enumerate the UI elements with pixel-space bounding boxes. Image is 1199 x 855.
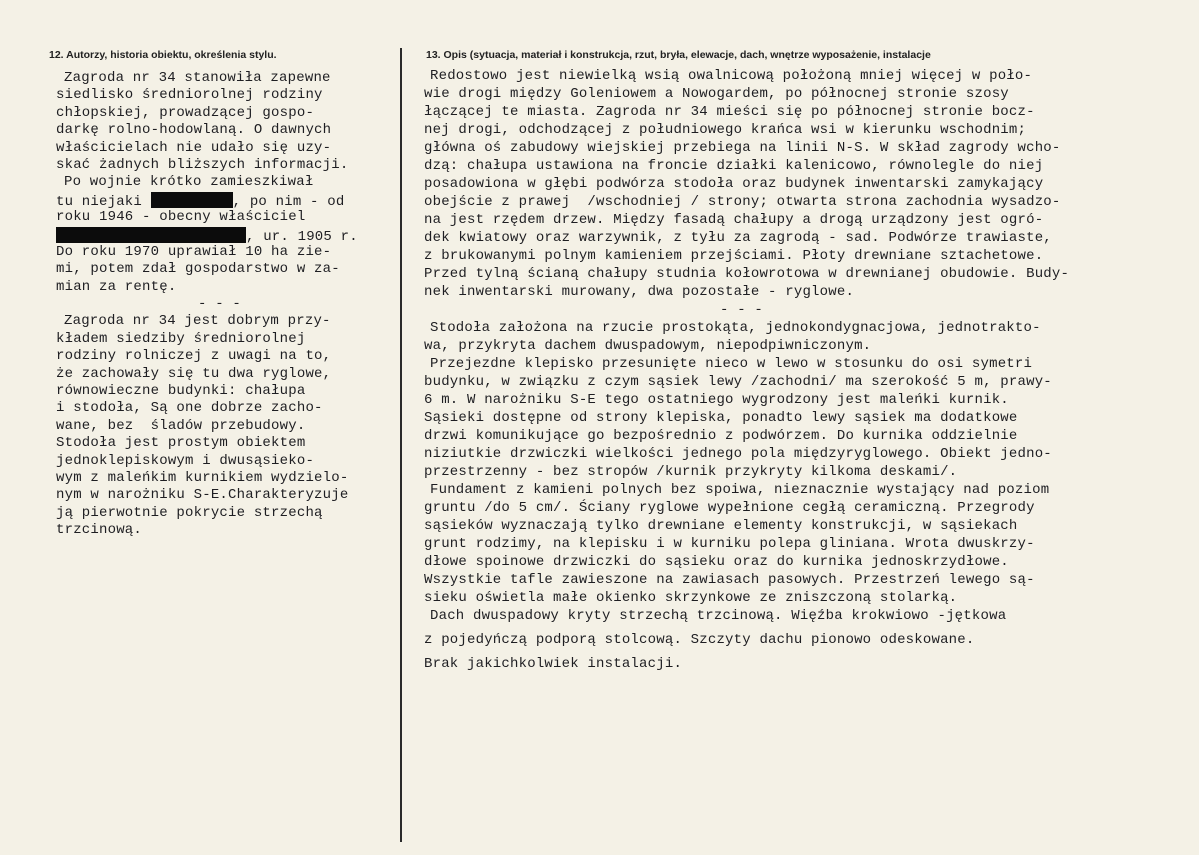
description-line: nek inwentarski murowany, dwa pozostałe - ryglowe. [424, 284, 855, 300]
description-line: Sąsieki dostępne od strony klepiska, ponadto lewy sąsiek ma dodatkowe [424, 410, 1018, 426]
history-line: właścicielach nie udało się uzy- [56, 139, 332, 156]
description-line: wa, przykryta dachem dwuspadowym, niepodpiwniczonym. [424, 338, 872, 354]
history-line: jednoklepiskowym i dwusąsieko- [56, 452, 315, 469]
history-text: , ur. 1905 r. [246, 228, 358, 245]
description-line: gruntu /do 5 cm/. Ściany ryglowe wypełnione cegłą ceramiczną. Przegrody [424, 500, 1035, 516]
description-line: drzwi komunikujące go bezpośrednio z podwórzem. Do kurnika oddzielnie [424, 428, 1018, 444]
history-line: ją pierwotnie pokrycie strzechą [56, 504, 323, 521]
description-line: Dach dwuspadowy kryty strzechą trzcinową. Więźba krokwiowo -jętkowa [430, 608, 1007, 624]
description-line: posadowiona w głębi podwórza stodoła oraz budynek inwentarski zamykający [424, 176, 1044, 192]
section-separator: - - - [720, 302, 764, 318]
history-line: siedlisko średniorolnej rodziny [56, 87, 323, 104]
description-line: sieku oświetla małe okienko skrzynkowe ze zniszczoną stolarką. [424, 590, 958, 606]
history-line: Do roku 1970 uprawiał 10 ha zie- [56, 243, 332, 260]
description-line: grunt rodzimy, na klepisku i w kurniku polepa gliniana. Wrota dwuskrzy- [424, 536, 1035, 552]
redacted-name-block [151, 192, 233, 208]
history-line: Po wojnie krótko zamieszkiwał [64, 174, 314, 191]
history-line: mian za rentę. [56, 278, 177, 295]
description-line: główna oś zabudowy wiejskiej przebiega na linii N-S. W skład zagrody wcho- [424, 140, 1061, 156]
description-line: nej drogi, odchodzącej z południowego krańca wsi w kierunku wschodnim; [424, 122, 1027, 138]
history-line: że zachowały się tu dwa ryglowe, [56, 365, 332, 382]
history-line: Zagroda nr 34 jest dobrym przy- [64, 313, 331, 330]
description-line: sąsieków wyznaczają tylko drewniane elementy konstrukcji, w sąsiekach [424, 518, 1018, 534]
history-text: tu niejaki [56, 193, 143, 210]
description-line: wie drogi między Goleniowem a Nowogardem, po północnej stronie szosy [424, 86, 1009, 102]
description-line: budynku, w związku z czym sąsiek lewy /zachodni/ ma szerokość 5 m, prawy- [424, 374, 1052, 390]
history-line: roku 1946 - obecny właściciel [56, 209, 306, 226]
description-line: z brukowanymi polnym kamieniem przejściami. Płoty drewniane sztachetowe. [424, 248, 1044, 264]
history-line: Stodoła jest prostym obiektem [56, 435, 306, 452]
history-line: chłopskiej, prowadzącej gospo- [56, 104, 315, 121]
description-line: dłowe spoinowe drzwiczki do sąsieku oraz do kurnika jednoskrzydłowe. [424, 554, 1009, 570]
description-column [424, 67, 1184, 673]
history-line: wane, bez śladów przebudowy. [56, 417, 306, 434]
redacted-name-block [56, 227, 246, 243]
description-line: Stodoła założona na rzucie prostokąta, jednokondygnacjowa, jednotrakto- [430, 320, 1041, 336]
history-line [56, 192, 402, 209]
section-12-header: 12. Autorzy, historia obiektu, określenia stylu. [49, 49, 277, 61]
history-line: nym w narożniku S-E.Charakteryzuje [56, 487, 349, 504]
description-line: dek kwiatowy oraz warzywnik, z tyłu za zagrodą - sad. Podwórze trawiaste, [424, 230, 1052, 246]
description-line: na jest rzędem drzew. Między fasadą chałupy a drogą urządzony jest ogró- [424, 212, 1044, 228]
description-line: Przed tylną ścianą chałupy studnia kołowrotowa w drewnianej obudowie. Budy- [424, 266, 1070, 282]
description-line: Wszystkie tafle zawieszone na zawiasach pasowych. Przestrzeń lewego są- [424, 572, 1035, 588]
description-line: Brak jakichkolwiek instalacji. [424, 656, 683, 672]
history-line [56, 227, 402, 244]
description-line: Fundament z kamieni polnych bez spoiwa, nieznacznie wystający nad poziom [430, 482, 1050, 498]
description-line: niziutkie drzwiczki wielkości jednego pola międzyryglowego. Obiekt jedno- [424, 446, 1052, 462]
description-line: przestrzenny - bez stropów /kurnik przykryty kilkoma deskami/. [424, 464, 958, 480]
description-line: 6 m. W narożniku S-E tego ostatniego wygrodzony jest maleńki kurnik. [424, 392, 1009, 408]
history-line: Zagroda nr 34 stanowiła zapewne [64, 70, 331, 86]
history-line: równowieczne budynki: chałupa [56, 383, 306, 400]
history-line: kładem siedziby średniorolnej [56, 330, 306, 347]
description-line: łączącej te miasta. Zagroda nr 34 mieści się po północnej stronie bocz- [424, 104, 1035, 120]
history-line: rodziny rolniczej z uwagi na to, [56, 348, 332, 365]
history-line: mi, potem zdał gospodarstwo w za- [56, 261, 340, 278]
history-line: skać żadnych bliższych informacji. [56, 156, 349, 173]
description-line: obejście z prawej /wschodniej / strony; otwarta strona zachodnia wysadzo- [424, 194, 1061, 210]
description-line: dzą: chałupa ustawiona na froncie działki kalenicowo, równolegle do niej [424, 158, 1044, 174]
history-column [56, 70, 402, 540]
history-line: darkę rolno-hodowlaną. O dawnych [56, 122, 332, 139]
description-line: Redostowo jest niewielką wsią owalnicową położoną mniej więcej w poło- [430, 68, 1033, 84]
history-line: i stodoła, Są one dobrze zacho- [56, 400, 323, 417]
description-line: z pojedyńczą podporą stolcową. Szczyty dachu pionowo odeskowane. [424, 632, 975, 648]
history-line: trzcinową. [56, 522, 143, 539]
history-text: , po nim - od [232, 193, 345, 210]
section-13-header: 13. Opis (sytuacja, materiał i konstrukcja, rzut, bryła, elewacje, dach, wnętrze wyposażenie, instalacje [426, 49, 931, 61]
history-line: wym z maleńkim kurnikiem wydzielo- [56, 469, 349, 486]
description-line: Przejezdne klepisko przesunięte nieco w lewo w stosunku do osi symetri [430, 356, 1033, 372]
section-separator: - - - [198, 296, 242, 313]
